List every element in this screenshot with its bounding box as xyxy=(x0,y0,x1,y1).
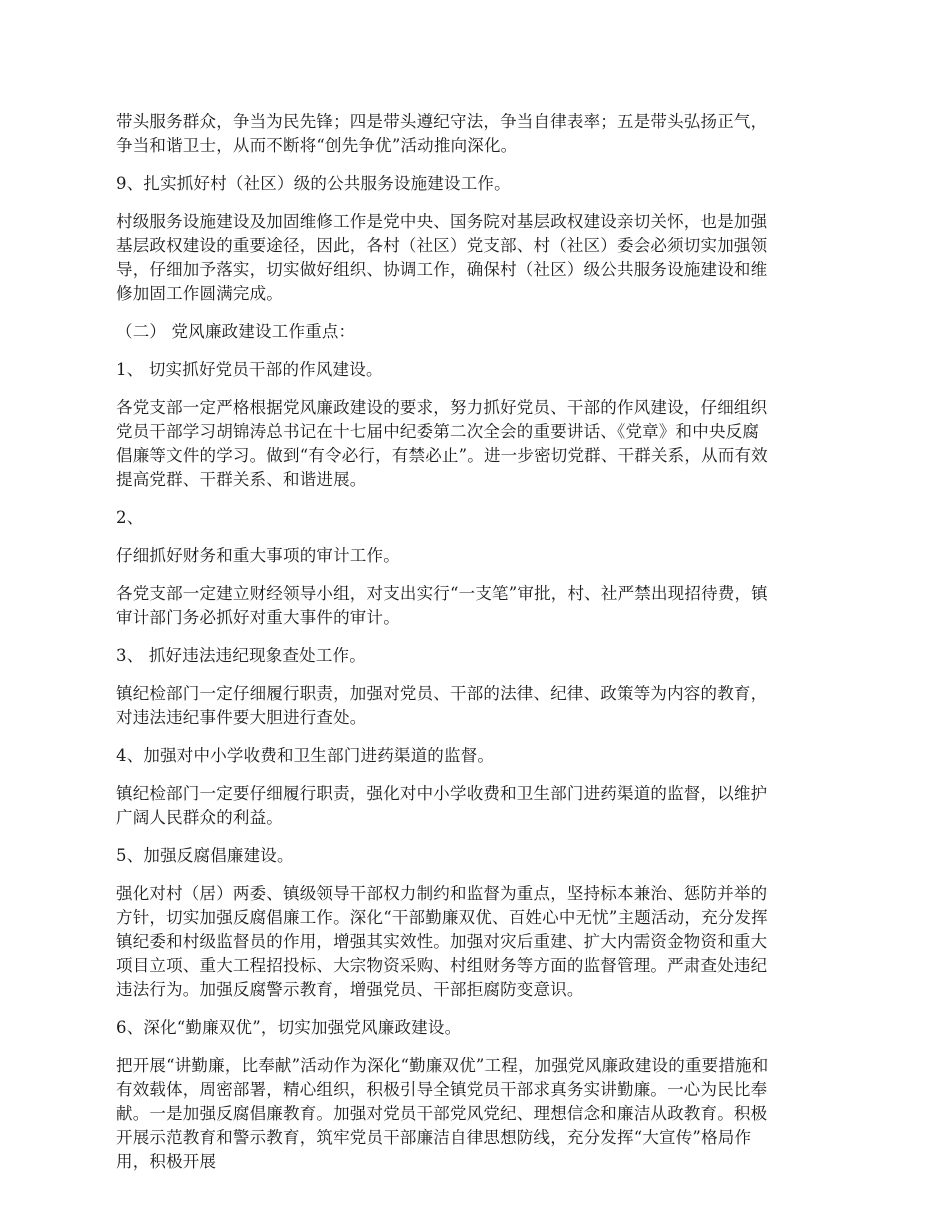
heading-item-3: 3、 抓好违法违纪现象查处工作。 xyxy=(116,646,366,665)
paragraph-3: 各党支部一定严格根据党风廉政建设的要求，努力抓好党员、干部的作风建设，仔细组织 党员干部学习胡锦涛总书记在十七届中纪委第二次全会的重要讲话、《党章》和中央反腐 倡廉等文件的学习。做到“有令必行，有禁必止”。进一步密切党群、干群关系，从而有效 提高党群、干群关系、和谐进展。 xyxy=(116,398,768,489)
paragraph-7: 强化对村（居）两委、镇级领导干部权力制约和监督为重点，坚持标本兼治、惩防并举的 方针，切实加强反腐倡廉工作。深化“干部勤廉双优、百姓心中无忧”主题活动，充分发挥 镇纪委和村级监督员的作用，增强其实效性。加强对灾后重建、扩大内需资金物资和重大 项目立项、重大工程招投标、大宗物资采购、村组财务等方面的监督管理。严肃查处违纪 违法行为。加强反腐警示教育，增强党员、干部拒腐防变意识。 xyxy=(116,884,768,999)
heading-item-6: 6、深化“勤廉双优”，切实加强党风廉政建设。 xyxy=(116,1018,462,1037)
paragraph-1: 带头服务群众，争当为民先锋；四是带头遵纪守法，争当自律表率；五是带头弘扬正气， 争当和谐卫士，从而不断将“创先争优”活动推向深化。 xyxy=(116,112,768,155)
heading-item-9: 9、扎实抓好村（社区）级的公共服务设施建设工作。 xyxy=(116,174,511,193)
document-page xyxy=(116,110,836,1174)
heading-item-2-number: 2、 xyxy=(116,508,144,527)
paragraph-2: 村级服务设施建设及加固维修工作是党中央、国务院对基层政权建设亲切关怀，也是加强 基层政权建设的重要途径，因此，各村（社区）党支部、村（社区）委会必须切实加强领 导，仔细加予落实，切实做好组织、协调工作，确保村（社区）级公共服务设施建设和维 修加固工作圆满完成。 xyxy=(116,212,768,303)
paragraph-5: 镇纪检部门一定仔细履行职责，加强对党员、干部的法律、纪律、政策等为内容的教育， 对违法违纪事件要大胆进行查处。 xyxy=(116,684,768,727)
heading-item-5: 5、加强反腐倡廉建设。 xyxy=(116,846,294,865)
paragraph-8: 把开展“讲勤廉，比奉献”活动作为深化“勤廉双优”工程，加强党风廉政建设的重要措施和 有效载体，周密部署，精心组织，积极引导全镇党员干部求真务实讲勤廉。一心为民比奉 献。一是加强反腐倡廉教育。加强对党员干部党风党纪、理想信念和廉洁从政教育。积极 开展示范教育和警示教育，筑牢党员干部廉洁自律思想防线，充分发挥“大宣传”格局作 用，积极开展 xyxy=(116,1056,769,1171)
section-heading-2: （二） 党风廉政建设工作重点： xyxy=(116,322,356,341)
heading-item-2: 仔细抓好财务和重大事项的审计工作。 xyxy=(116,546,400,565)
heading-item-1: 1、 切实抓好党员干部的作风建设。 xyxy=(116,360,383,379)
heading-item-4: 4、加强对中小学收费和卫生部门进药渠道的监督。 xyxy=(116,746,495,765)
paragraph-6: 镇纪检部门一定要仔细履行职责，强化对中小学收费和卫生部门进药渠道的监督，以维护 广阔人民群众的利益。 xyxy=(116,784,768,827)
paragraph-4: 各党支部一定建立财经领导小组，对支出实行“一支笔”审批，村、社严禁出现招待费，镇 审计部门务必抓好对重大事件的审计。 xyxy=(116,584,768,627)
